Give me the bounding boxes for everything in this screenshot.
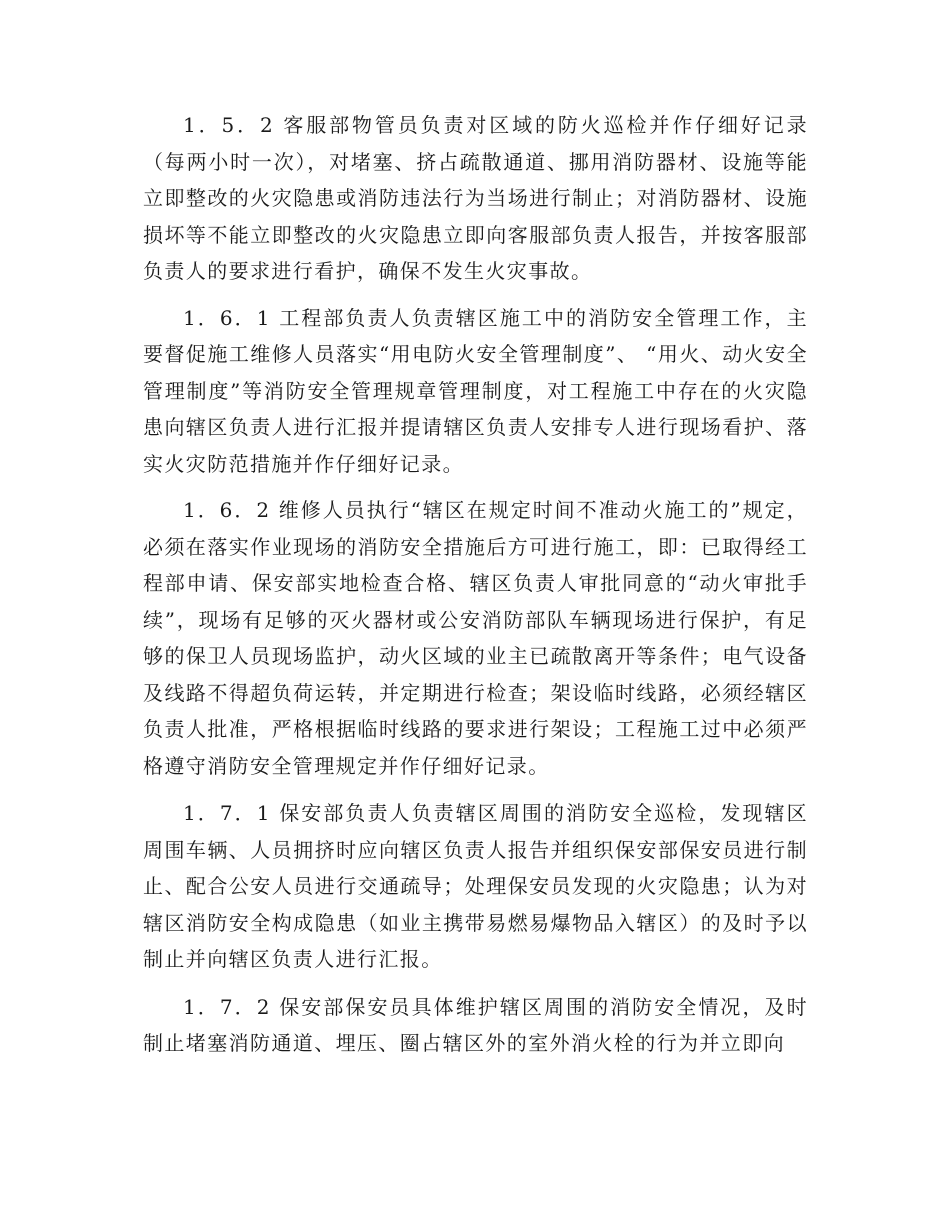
paragraph-1-7-2: 1．7．2 保安部保安员具体维护辖区周围的消防安全情况，及时制止堵塞消防通道、埋压、圈占辖区外的室外消火栓的行为并立即向 (143, 994, 808, 1055)
paragraph-1-5-2: 1．5．2 客服部物管员负责对区域的防火巡检并作仔细好记录（每两小时一次），对堵塞、挤占疏散通道、挪用消防器材、设施等能立即整改的火灾隐患或消防违法行为当场进行制止；对消防器材、设施损坏等不能立即整改的火灾隐患立即向客服部负责人报告，并按客服部负责人的要求进行看护，确保不发生火灾事故。 (143, 113, 808, 283)
document-body (143, 107, 808, 1062)
paragraph-1-6-1: 1．6．1 工程部负责人负责辖区施工中的消防安全管理工作，主要督促施工维修人员落实“用电防火安全管理制度”、 “用火、动火安全管理制度”等消防安全管理规章管理制度，对工程施工中存在的火灾隐患向辖区负责人进行汇报并提请辖区负责人安排专人进行现场看护、落实火灾防范措施并作仔细好记录。 (143, 305, 808, 476)
paragraph-1-6-2: 1．6．2 维修人员执行“辖区在规定时间不准动火施工的”规定，必须在落实作业现场的消防安全措施后方可进行施工，即：已取得经工程部申请、保安部实地检查合格、辖区负责人审批同意的“动火审批手续”，现场有足够的灭火器材或公安消防部队车辆现场进行保护，有足够的保卫人员现场监护，动火区域的业主已疏散离开等条件；电气设备及线路不得超负荷运转，并定期进行检查；架设临时线路，必须经辖区负责人批准，严格根据临时线路的要求进行架设；工程施工过中必须严格遵守消防安全管理规定并作仔细好记录。 (143, 498, 808, 778)
paragraph-1-7-1: 1．7．1 保安部负责人负责辖区周围的消防安全巡检，发现辖区周围车辆、人员拥挤时应向辖区负责人报告并组织保安部保安员进行制止、配合公安人员进行交通疏导；处理保安员发现的火灾隐患；认为对辖区消防安全构成隐患（如业主携带易燃易爆物品入辖区）的及时予以制止并向辖区负责人进行汇报。 (143, 801, 808, 971)
